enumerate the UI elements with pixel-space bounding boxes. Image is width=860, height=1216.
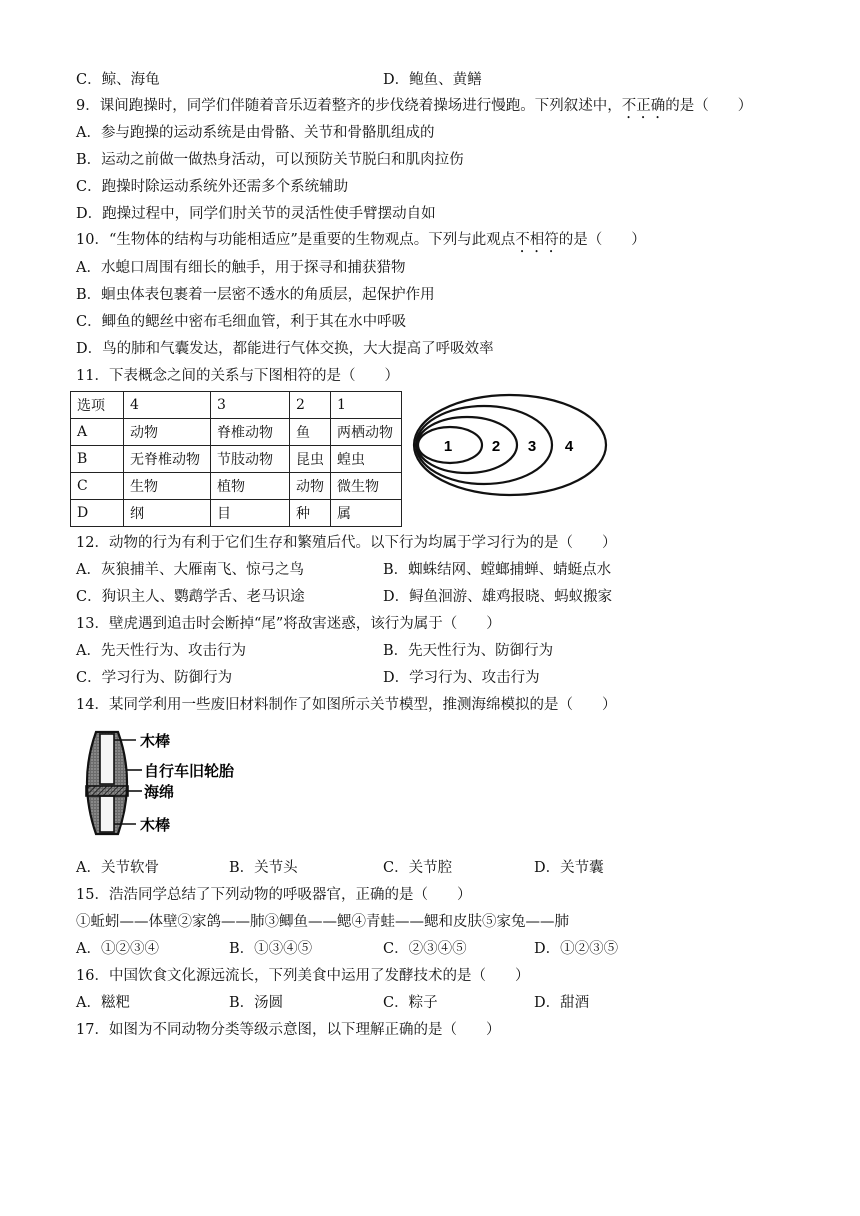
q14-option-a: A．关节软骨 xyxy=(76,860,159,876)
table-cell: 蝗虫 xyxy=(331,446,402,473)
table-cell: A xyxy=(71,419,124,446)
table-cell: 动物 xyxy=(124,419,211,446)
q10-option-d: D．鸟的肺和气囊发达，都能进行气体交换，大大提高了呼吸效率 xyxy=(76,341,494,357)
table-cell: D xyxy=(71,500,124,527)
q15-stem: 15．浩浩同学总结了下列动物的呼吸器官，正确的是（ ） xyxy=(76,887,472,903)
ellipse-label-1: 1 xyxy=(443,438,453,455)
q13-option-a: A．先天性行为、攻击行为 xyxy=(76,643,246,659)
table-row xyxy=(71,473,402,500)
q15-option-c: C．②③④⑤ xyxy=(383,941,467,957)
table-cell: 生物 xyxy=(124,473,211,500)
q16-option-b: B．汤圆 xyxy=(229,995,284,1011)
table-cell: 节肢动物 xyxy=(211,446,290,473)
joint-model-figure xyxy=(76,726,276,844)
q14-stem: 14．某同学利用一些废旧材料制作了如图所示关节模型，推测海绵模拟的是（ ） xyxy=(76,697,617,713)
q14-option-c: C．关节腔 xyxy=(383,860,453,876)
q13-option-d: D．学习行为、攻击行为 xyxy=(383,670,540,686)
q15-option-b: B．①③④⑤ xyxy=(229,941,313,957)
table-header-row xyxy=(71,392,402,419)
table-cell: 种 xyxy=(290,500,331,527)
q16-stem: 16．中国饮食文化源远流长，下列美食中运用了发酵技术的是（ ） xyxy=(76,968,530,984)
table-cell: 纲 xyxy=(124,500,211,527)
upper-stick xyxy=(100,734,114,784)
table-cell: 鱼 xyxy=(290,419,331,446)
table-row xyxy=(71,446,402,473)
table-cell: B xyxy=(71,446,124,473)
table-cell: 昆虫 xyxy=(290,446,331,473)
table-cell: 植物 xyxy=(211,473,290,500)
table-cell: 属 xyxy=(331,500,402,527)
table-header-cell: 选项 xyxy=(71,392,124,419)
ellipse-4 xyxy=(414,395,606,495)
table-cell: C xyxy=(71,473,124,500)
q8-option-d: D．鲍鱼、黄鳝 xyxy=(383,72,482,88)
q9-option-a: A．参与跑操的运动系统是由骨骼、关节和骨骼肌组成的 xyxy=(76,125,435,141)
q14-option-b: B．关节头 xyxy=(229,860,298,876)
q9-stem xyxy=(76,96,752,116)
q12-option-d: D．鲟鱼洄游、雄鸡报晓、蚂蚁搬家 xyxy=(383,589,613,605)
q9-option-c: C．跑操时除运动系统外还需多个系统辅助 xyxy=(76,179,349,195)
label-tire: 自行车旧轮胎 xyxy=(144,762,235,780)
q16-option-d: D．甜酒 xyxy=(534,995,590,1011)
q15-option-d: D．①②③⑤ xyxy=(534,941,619,957)
label-stick-bottom: 木棒 xyxy=(140,816,171,834)
ellipse-label-4: 4 xyxy=(564,438,574,455)
table-row xyxy=(71,419,402,446)
label-stick-top: 木棒 xyxy=(140,732,171,750)
q15-option-a: A．①②③④ xyxy=(76,941,159,957)
table-cell: 动物 xyxy=(290,473,331,500)
q9-stem-part: 9．课间跑操时，同学们伴随着音乐迈着整齐的步伐绕着操场进行慢跑。下列叙述中， xyxy=(76,98,622,114)
q12-stem: 12．动物的行为有利于它们生存和繁殖后代。以下行为均属于学习行为的是（ ） xyxy=(76,535,617,551)
q13-option-c: C．学习行为、防御行为 xyxy=(76,670,233,686)
q8-option-c: C．鲸、海龟 xyxy=(76,72,160,88)
q11-stem: 11．下表概念之间的关系与下图相符的是（ ） xyxy=(76,368,399,384)
q10-option-c: C．鲫鱼的鳃丝中密布毛细血管，利于其在水中呼吸 xyxy=(76,314,407,330)
table-header-cell: 4 xyxy=(124,392,211,419)
q10-stem-emphasis: 不相符 xyxy=(515,232,559,248)
table-cell: 脊椎动物 xyxy=(211,419,290,446)
q10-option-a: A．水螅口周围有细长的触手，用于探寻和捕获猎物 xyxy=(76,260,406,276)
q10-option-b: B．蛔虫体表包裹着一层密不透水的角质层，起保护作用 xyxy=(76,287,435,303)
table-cell: 两栖动物 xyxy=(331,419,402,446)
q12-option-b: B．蜘蛛结网、螳螂捕蝉、蜻蜓点水 xyxy=(383,562,612,578)
table-cell: 微生物 xyxy=(331,473,402,500)
q14-option-d: D．关节囊 xyxy=(534,860,604,876)
table-row xyxy=(71,500,402,527)
q15-items: ①蚯蚓——体壁②家鸽——肺③鲫鱼——鳃④青蛙——鳃和皮肤⑤家兔——肺 xyxy=(76,914,569,930)
q9-option-d: D．跑操过程中，同学们肘关节的灵活性使手臂摆动自如 xyxy=(76,206,436,222)
q9-stem-part: 的是（ ） xyxy=(665,98,753,114)
lower-stick xyxy=(100,796,114,832)
sponge xyxy=(86,786,128,796)
q9-stem-emphasis: 不正确 xyxy=(621,98,666,114)
table-header-cell: 3 xyxy=(211,392,290,419)
label-sponge: 海绵 xyxy=(144,783,175,801)
table-cell: 无脊椎动物 xyxy=(124,446,211,473)
q10-stem xyxy=(76,230,646,250)
q16-option-c: C．粽子 xyxy=(383,995,438,1011)
table-cell: 目 xyxy=(211,500,290,527)
q12-option-c: C．狗识主人、鹦鹉学舌、老马识途 xyxy=(76,589,305,605)
q10-stem-part: 10．“生物体的结构与功能相适应”是重要的生物观点。下列与此观点 xyxy=(76,232,516,248)
concept-table xyxy=(70,391,402,527)
q16-option-a: A．糍粑 xyxy=(76,995,130,1011)
table-header-cell: 2 xyxy=(290,392,331,419)
q10-stem-part: 的是（ ） xyxy=(558,232,646,248)
q13-stem: 13．壁虎遇到追击时会断掉“尾”将敌害迷惑，该行为属于（ ） xyxy=(76,616,501,632)
q12-option-a: A．灰狼捕羊、大雁南飞、惊弓之鸟 xyxy=(76,562,304,578)
q9-option-b: B．运动之前做一做热身活动，可以预防关节脱臼和肌肉拉伤 xyxy=(76,152,464,168)
q17-stem: 17．如图为不同动物分类等级示意图，以下理解正确的是（ ） xyxy=(76,1022,501,1038)
q13-option-b: B．先天性行为、防御行为 xyxy=(383,643,554,659)
ellipse-label-3: 3 xyxy=(527,438,537,455)
nested-ellipse-diagram xyxy=(412,390,612,500)
table-header-cell: 1 xyxy=(331,392,402,419)
ellipse-2 xyxy=(417,417,517,473)
ellipse-label-2: 2 xyxy=(491,438,501,455)
